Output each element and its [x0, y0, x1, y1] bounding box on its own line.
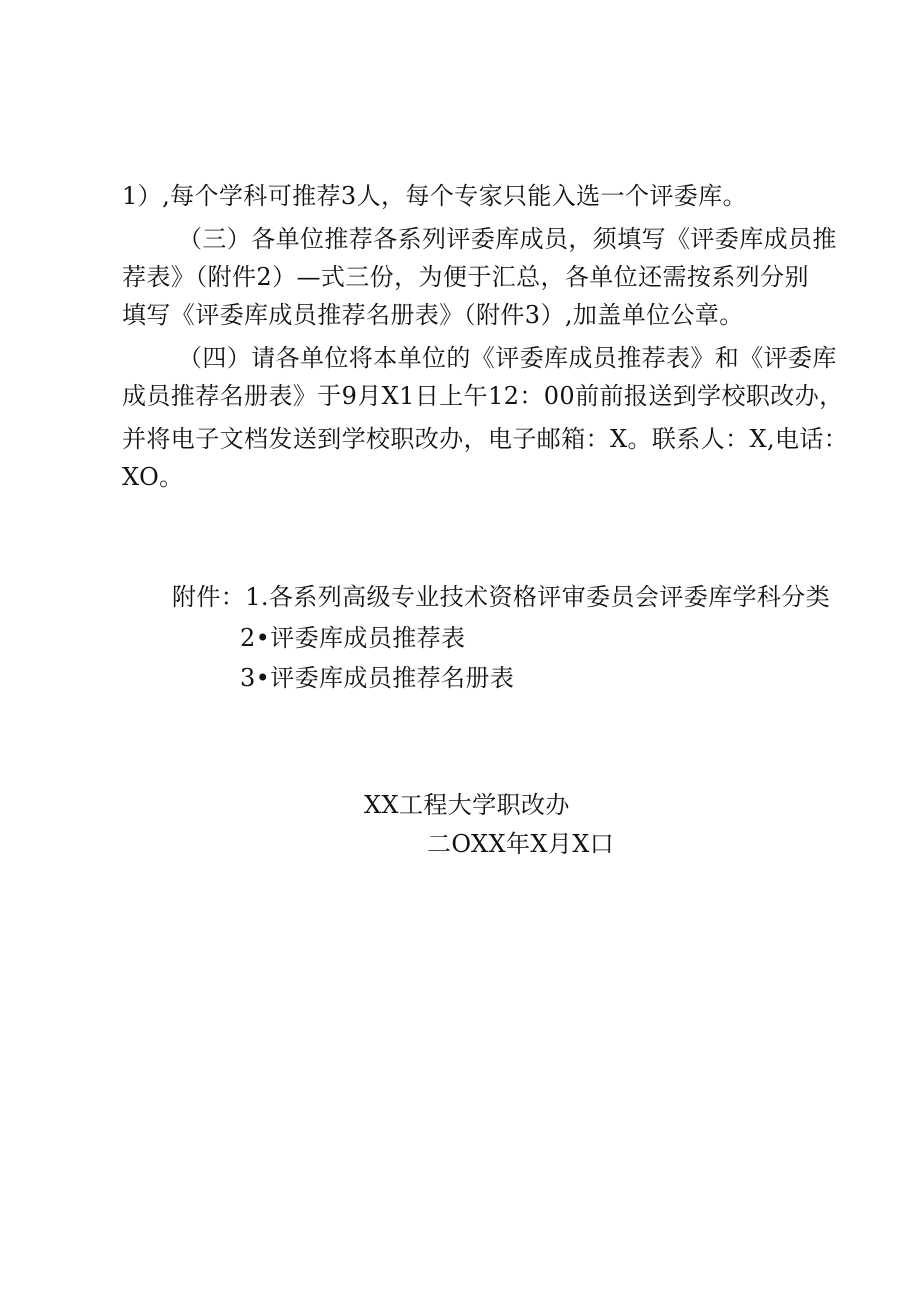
paragraph-line-4: 填写《评委库成员推荐名册表》（附件3）,加盖单位公章。: [122, 301, 744, 329]
paragraph-line-6: 成员推荐名册表》于9月X1日上午12：00前前报送到学校职改办，: [122, 382, 844, 410]
paragraph-line-8: XO。: [122, 463, 184, 491]
paragraph-line-1: 1）,每个学科可推荐3人，每个专家只能入选一个评委库。: [122, 182, 747, 210]
attachment-line-3: 3•评委库成员推荐名册表: [240, 664, 515, 692]
signature-organization: XX工程大学职改办: [364, 791, 570, 819]
signature-date: 二OXX年X月X口: [427, 830, 615, 858]
attachment-line-2: 2•评委库成员推荐表: [240, 624, 466, 652]
paragraph-line-5: （四）请各单位将本单位的《评委库成员推荐表》和《评委库: [178, 344, 837, 372]
attachment-line-1: 附件：1.各系列高级专业技术资格评审委员会评委库学科分类: [172, 583, 831, 611]
paragraph-line-2: （三）各单位推荐各系列评委库成员，须填写《评委库成员推: [178, 225, 837, 253]
paragraph-line-3: 荐表》（附件2）—式三份，为便于汇总，各单位还需按系列分别: [122, 263, 809, 291]
paragraph-line-7: 并将电子文档发送到学校职改办，电子邮箱：X。联系人：X,电话：: [122, 425, 849, 453]
